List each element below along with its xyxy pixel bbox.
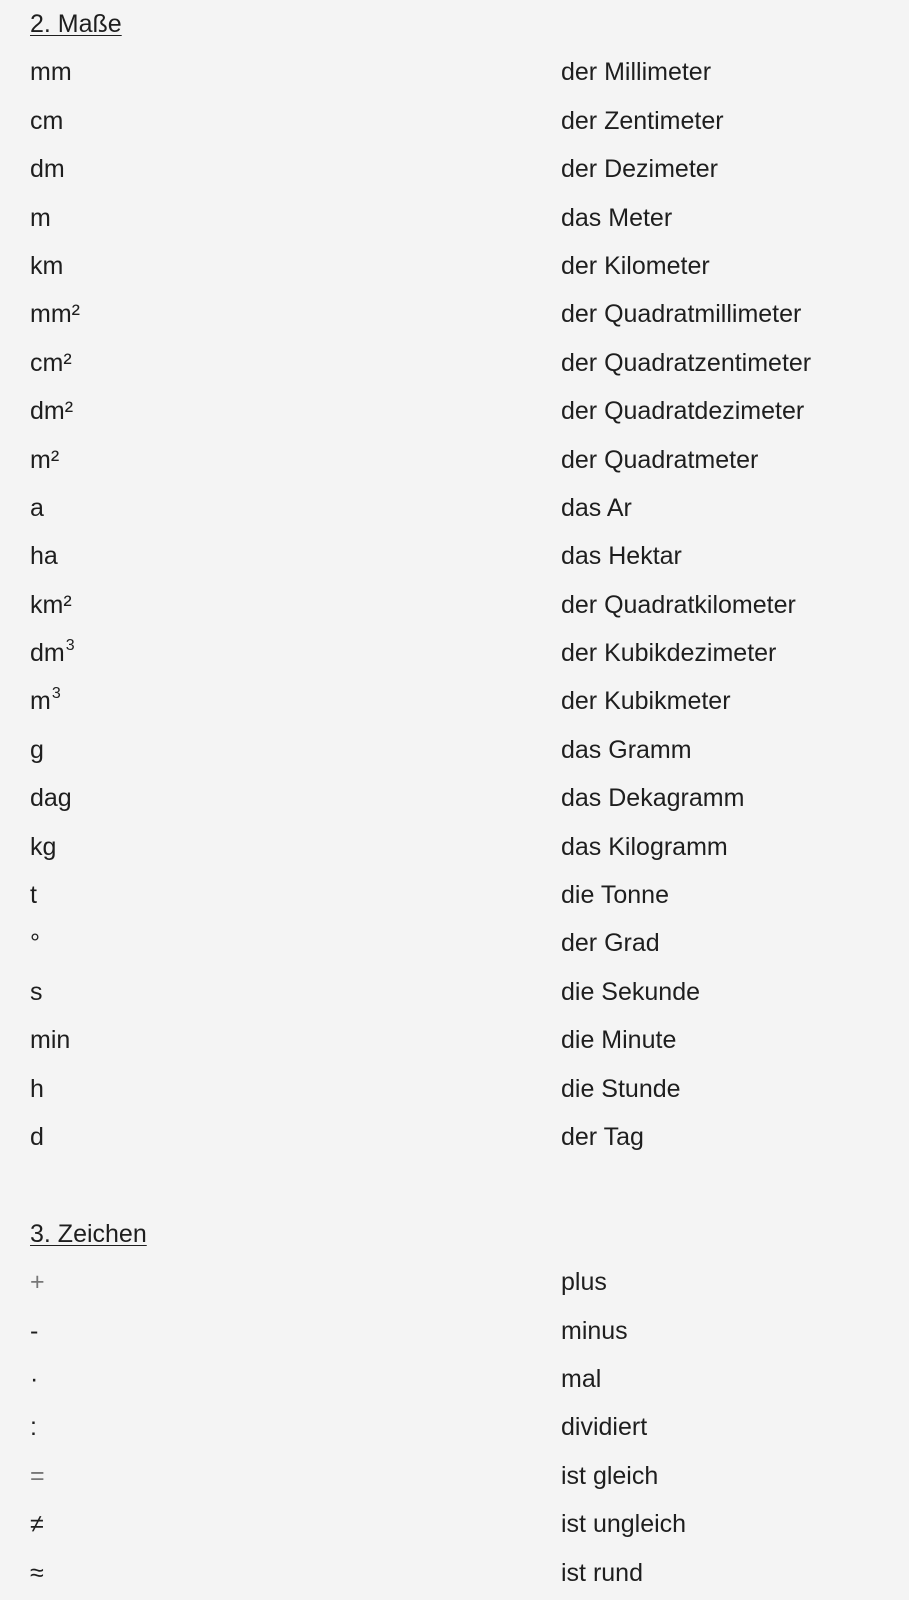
symbol-cell <box>30 1016 561 1064</box>
symbol-text: : <box>30 1413 37 1442</box>
name-cell: das Kilogramm <box>561 832 728 861</box>
sign-row <box>30 1500 900 1548</box>
section-heading-masse: 2. Maße <box>30 10 122 38</box>
name-cell: ist ungleich <box>561 1510 687 1539</box>
name-cell: die Sekunde <box>561 977 701 1006</box>
unit-row <box>30 484 900 532</box>
symbol-text: cm <box>30 106 64 135</box>
symbol-cell <box>30 242 561 290</box>
name-cell: das Ar <box>561 493 632 522</box>
masse-list <box>30 48 900 1161</box>
name-cell: ist gleich <box>561 1461 659 1490</box>
symbol-cell <box>30 968 561 1016</box>
name-cell: der Kilometer <box>561 251 710 280</box>
symbol-cell <box>30 871 561 919</box>
name-cell: der Quadratzentimeter <box>561 348 812 377</box>
symbol-cell <box>30 1065 561 1113</box>
unit-row <box>30 436 900 484</box>
symbol-text: s <box>30 977 43 1006</box>
symbol-text: ≈ <box>30 1558 44 1587</box>
symbol-text: ≠ <box>30 1510 44 1539</box>
name-cell: der Zentimeter <box>561 106 724 135</box>
symbol-cell <box>30 145 561 193</box>
unit-row <box>30 145 900 193</box>
unit-row <box>30 677 900 725</box>
symbol-cell <box>30 1258 561 1306</box>
symbol-cell <box>30 1403 561 1451</box>
name-cell: der Millimeter <box>561 58 712 87</box>
symbol-cell <box>30 1500 561 1548</box>
unit-row <box>30 726 900 774</box>
symbol-text: a <box>30 493 44 522</box>
symbol-text: km <box>30 251 64 280</box>
name-cell: das Hektar <box>561 542 682 571</box>
unit-row <box>30 1113 900 1161</box>
name-cell: der Tag <box>561 1122 644 1151</box>
unit-row <box>30 581 900 629</box>
section-spacer <box>30 1161 900 1209</box>
symbol-cell <box>30 823 561 871</box>
symbol-cell <box>30 919 561 967</box>
sign-row <box>30 1307 900 1355</box>
symbol-text: ° <box>30 929 40 958</box>
unit-row <box>30 242 900 290</box>
name-cell: mal <box>561 1364 602 1393</box>
name-cell: der Quadratmillimeter <box>561 300 802 329</box>
symbol-text: dm <box>30 155 65 184</box>
symbol-cell <box>30 677 561 725</box>
unit-row <box>30 823 900 871</box>
symbol-cell <box>30 1307 561 1355</box>
name-cell: ist rund <box>561 1558 643 1587</box>
symbol-text: t <box>30 881 37 910</box>
symbol-cell <box>30 532 561 580</box>
name-cell: dividiert <box>561 1413 648 1442</box>
section-heading-zeichen: 3. Zeichen <box>30 1219 147 1248</box>
name-cell: der Quadratmeter <box>561 445 759 474</box>
unit-row <box>30 1016 900 1064</box>
symbol-cell <box>30 774 561 822</box>
unit-row <box>30 919 900 967</box>
symbol-text: + <box>30 1268 45 1297</box>
symbol-cell <box>30 484 561 532</box>
name-cell: der Quadratkilometer <box>561 590 796 619</box>
name-cell: der Dezimeter <box>561 155 718 184</box>
name-cell: minus <box>561 1316 628 1345</box>
symbol-text: · <box>30 1364 39 1393</box>
symbol-text: dm² <box>30 397 74 426</box>
symbol-text: dm <box>30 639 65 668</box>
symbol-cell <box>30 97 561 145</box>
name-cell: der Quadratdezimeter <box>561 397 805 426</box>
symbol-cell <box>30 194 561 242</box>
symbol-text: kg <box>30 832 57 861</box>
unit-row <box>30 1065 900 1113</box>
symbol-text: cm² <box>30 348 72 377</box>
symbol-cell <box>30 339 561 387</box>
name-cell: der Kubikdezimeter <box>561 639 777 668</box>
symbol-cell <box>30 581 561 629</box>
sign-row <box>30 1452 900 1500</box>
unit-row <box>30 290 900 338</box>
symbol-text: min <box>30 1026 71 1055</box>
unit-row <box>30 871 900 919</box>
name-cell: das Dekagramm <box>561 784 745 813</box>
name-cell: der Kubikmeter <box>561 687 731 716</box>
symbol-cell <box>30 1549 561 1597</box>
exponent: 3 <box>65 637 75 655</box>
sign-row <box>30 1549 900 1597</box>
symbol-cell <box>30 387 561 435</box>
symbol-cell <box>30 1452 561 1500</box>
unit-row <box>30 97 900 145</box>
symbol-text: mm² <box>30 300 80 329</box>
symbol-cell <box>30 48 561 96</box>
unit-row <box>30 629 900 677</box>
sign-row <box>30 1403 900 1451</box>
symbol-cell <box>30 290 561 338</box>
name-cell: der Grad <box>561 929 660 958</box>
symbol-text: km² <box>30 590 72 619</box>
symbol-cell <box>30 1355 561 1403</box>
symbol-text: m² <box>30 445 60 474</box>
symbol-cell <box>30 436 561 484</box>
symbol-text: ha <box>30 542 58 571</box>
unit-row <box>30 968 900 1016</box>
unit-row <box>30 339 900 387</box>
symbol-cell <box>30 1113 561 1161</box>
symbol-text: h <box>30 1074 44 1103</box>
symbol-text: d <box>30 1122 44 1151</box>
symbol-text: dag <box>30 784 72 813</box>
document-page <box>30 0 900 1597</box>
symbol-text: mm <box>30 58 72 87</box>
sign-row <box>30 1258 900 1306</box>
unit-row <box>30 48 900 96</box>
unit-row <box>30 194 900 242</box>
symbol-cell <box>30 629 561 677</box>
zeichen-list <box>30 1258 900 1597</box>
symbol-cell <box>30 726 561 774</box>
name-cell: plus <box>561 1268 607 1297</box>
symbol-text: = <box>30 1461 45 1490</box>
symbol-text: m <box>30 203 51 232</box>
symbol-text: m <box>30 687 51 716</box>
sign-row <box>30 1355 900 1403</box>
name-cell: die Stunde <box>561 1074 681 1103</box>
unit-row <box>30 774 900 822</box>
name-cell: die Minute <box>561 1026 677 1055</box>
symbol-text: - <box>30 1316 39 1345</box>
unit-row <box>30 532 900 580</box>
name-cell: das Gramm <box>561 735 692 764</box>
name-cell: das Meter <box>561 203 673 232</box>
symbol-text: g <box>30 735 44 764</box>
name-cell: die Tonne <box>561 881 669 910</box>
unit-row <box>30 387 900 435</box>
exponent: 3 <box>51 685 61 703</box>
